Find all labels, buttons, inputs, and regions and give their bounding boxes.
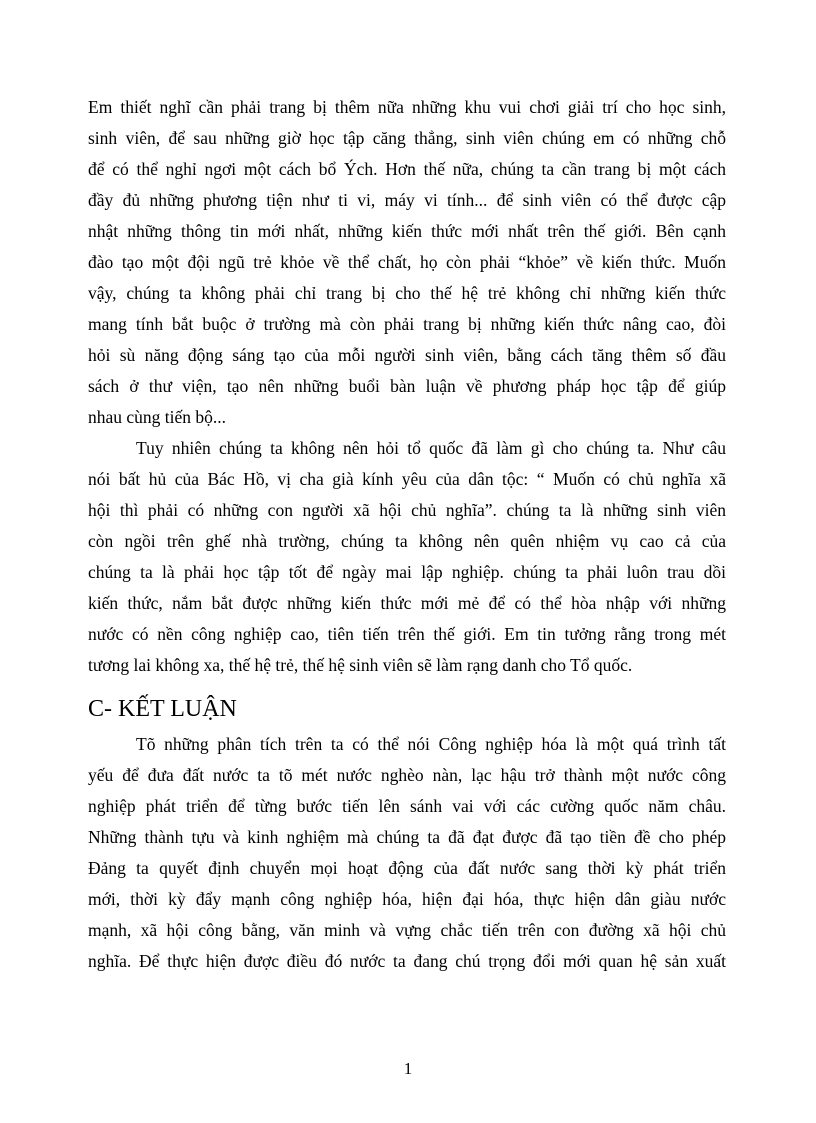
text-line: nước có nền công nghiệp cao, tiên tiến trên thế giới. Em tin tưởng rằng trong mét — [88, 624, 726, 644]
text-line: Em thiết nghĩ cần phải trang bị thêm nữa những khu vui chơi giải trí cho học sinh, — [88, 97, 726, 117]
text-line: nhau cùng tiến bộ... — [88, 407, 227, 427]
text-line: hội thì phải có những con người xã hội chủ nghĩa”. chúng ta là những sinh viên — [88, 500, 726, 520]
text-line: mới, thời kỳ đẩy mạnh công nghiệp hóa, hiện đại hóa, thực hiện dân giàu nước — [88, 889, 726, 909]
text-line: để có thể nghỉ ngơi một cách bổ Ých. Hơn thế nữa, chúng ta cần trang bị một cách — [88, 159, 726, 179]
document-page — [88, 92, 726, 977]
text-line: nghĩa. Để thực hiện được điều đó nước ta đang chú trọng đổi mới quan hệ sản xuất — [88, 951, 726, 971]
text-line: yếu để đưa đất nước ta tõ mét nước nghèo nàn, lạc hậu trở thành một nước công — [88, 765, 726, 785]
paragraph-conclusion — [88, 729, 726, 977]
text-line: nhật những thông tin mới nhất, những kiến thức mới nhất trên thế giới. Bên cạnh — [88, 221, 726, 241]
paragraph-student-duty — [88, 433, 726, 681]
text-line: Đảng ta quyết định chuyển mọi hoạt động của đất nước sang thời kỳ phát triển — [88, 858, 726, 878]
page-number: 1 — [403, 1059, 413, 1078]
text-line: chúng ta là phải học tập tốt để ngày mai lập nghiệp. chúng ta phải luôn trau dồi — [88, 562, 726, 582]
text-line: sinh viên, để sau những giờ học tập căng thẳng, sinh viên chúng em có những chỗ — [88, 128, 726, 148]
text-line: đầy đủ những phương tiện như ti vi, máy vi tính... để sinh viên có thể được cập — [88, 190, 726, 210]
text-line: Tuy nhiên chúng ta không nên hỏi tổ quốc đã làm gì cho chúng ta. Như câu — [136, 438, 726, 458]
text-line: tương lai không xa, thế hệ trẻ, thế hệ sinh viên sẽ làm rạng danh cho Tổ quốc. — [88, 655, 633, 675]
text-line: mạnh, xã hội công bằng, văn minh và vựng chắc tiến trên con đường xã hội chủ — [88, 920, 726, 940]
text-line: nói bất hủ của Bác Hồ, vị cha già kính yêu của dân tộc: “ Muốn có chủ nghĩa xã — [88, 469, 726, 489]
text-line: mang tính bắt buộc ở trường mà còn phải trang bị những kiến thức nâng cao, đòi — [88, 314, 726, 334]
text-line: còn ngồi trên ghế nhà trường, chúng ta không nên quên nhiệm vụ cao cả của — [88, 531, 726, 551]
text-line: kiến thức, nắm bắt được những kiến thức mới mẻ để có thể hòa nhập với những — [88, 593, 726, 613]
text-line: hỏi sù năng động sáng tạo của mỗi người sinh viên, bằng cách tăng thêm số đầu — [88, 345, 726, 365]
text-line: Tõ những phân tích trên ta có thể nói Công nghiệp hóa là một quá trình tất — [136, 734, 726, 754]
text-line: Những thành tựu và kinh nghiệm mà chúng ta đã đạt được đã tạo tiền đề cho phép — [88, 827, 726, 847]
text-line: sách ở thư viện, tạo nên những buổi bàn luận về phương pháp học tập để giúp — [88, 376, 726, 396]
text-line: đào tạo một đội ngũ trẻ khỏe về thể chất, họ còn phải “khỏe” về kiến thức. Muốn — [88, 252, 726, 272]
section-heading: C- KẾT LUẬN — [88, 696, 237, 722]
text-line: vậy, chúng ta không phải chỉ trang bị cho thế hệ trẻ không chỉ những kiến thức — [88, 283, 726, 303]
paragraph-facilities — [88, 92, 726, 433]
text-line: nghiệp phát triển để từng bước tiến lên sánh vai với các cường quốc năm châu. — [88, 796, 726, 816]
